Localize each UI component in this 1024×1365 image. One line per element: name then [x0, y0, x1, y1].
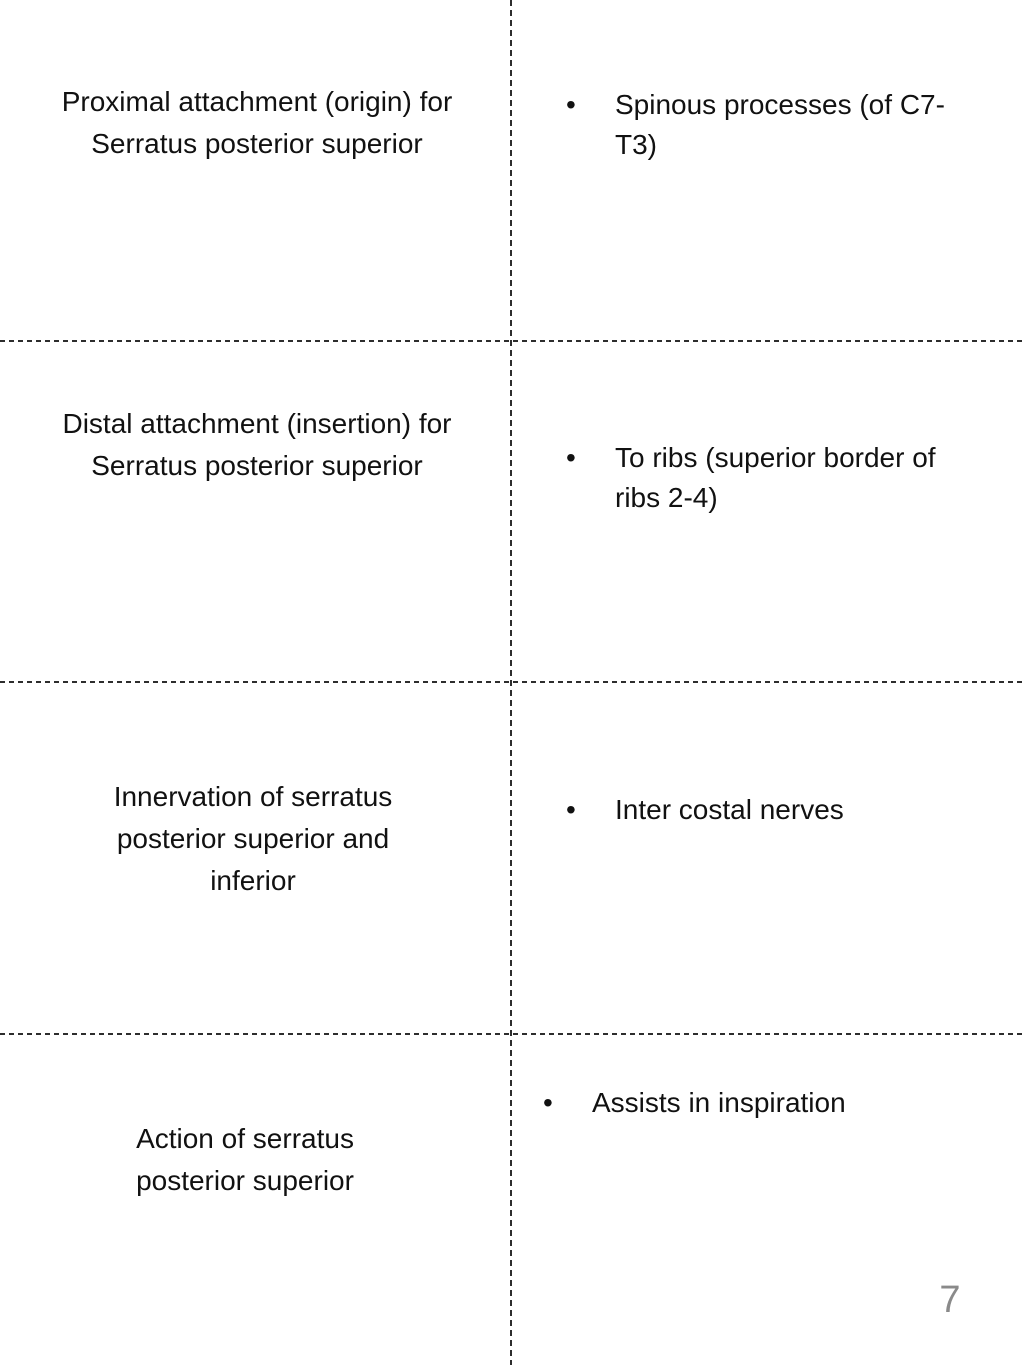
answer-text: Assists in inspiration	[592, 1087, 846, 1118]
bullet-icon: •	[543, 1087, 553, 1118]
answer-text: Inter costal nerves	[615, 794, 844, 825]
question-cell-proximal-attachment: Proximal attachment (origin) for Serratus posterior superior	[61, 86, 453, 159]
horizontal-divider	[0, 681, 1024, 683]
answer-cell-action	[543, 1083, 846, 1123]
answer-cell-innervation	[566, 790, 844, 830]
horizontal-divider	[0, 340, 1024, 342]
answer-cell-proximal-attachment	[566, 85, 980, 165]
page-number: 7	[939, 1279, 961, 1321]
horizontal-divider	[0, 1033, 1024, 1035]
question-cell-distal-attachment: Distal attachment (insertion) for Serratus posterior superior	[62, 408, 452, 481]
answer-cell-distal-attachment	[566, 438, 960, 518]
answer-text: To ribs (superior border of ribs 2-4)	[615, 442, 936, 513]
question-cell-innervation: Innervation of serratus posterior superior and inferior	[113, 781, 393, 896]
bullet-icon: •	[566, 442, 576, 473]
answer-text: Spinous processes (of C7-T3)	[615, 89, 945, 160]
bullet-icon: •	[566, 794, 576, 825]
question-cell-action: Action of serratus posterior superior	[136, 1123, 354, 1196]
bullet-icon: •	[566, 89, 576, 120]
